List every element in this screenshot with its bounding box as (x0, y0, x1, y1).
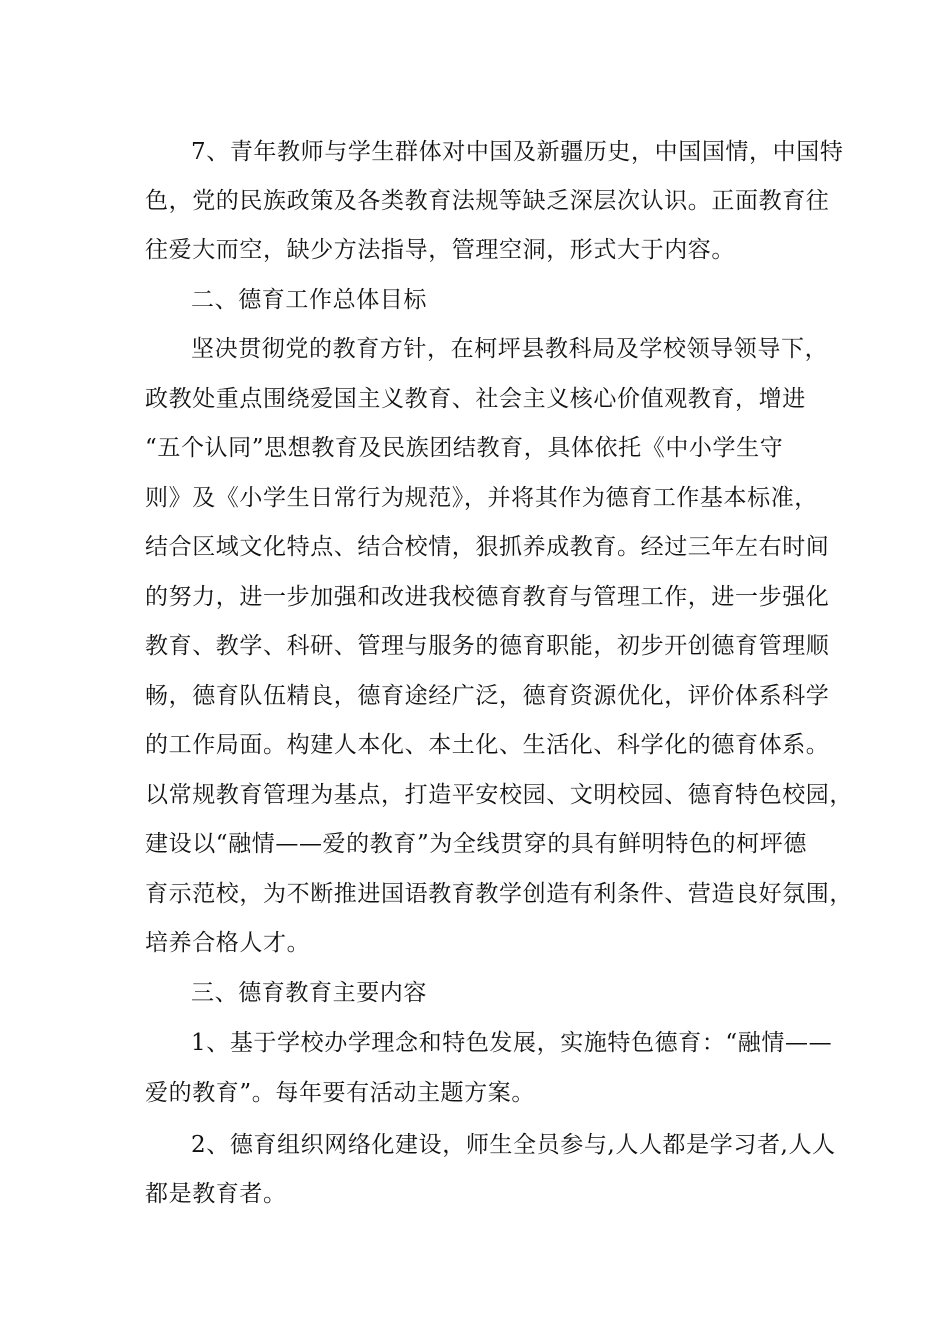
content-item-1-line-1: 1、基于学校办学理念和特色发展，实施特色德育：“融情—— (191, 1030, 833, 1056)
goal-paragraph-line-5: 结合区域文化特点、结合校情，狠抓养成教育。经过三年左右时间 (145, 534, 830, 560)
paragraph-7-line-2: 色，党的民族政策及各类教育法规等缺乏深层次认识。正面教育往 (145, 188, 830, 214)
section-heading-3: 三、德育教育主要内容 (191, 980, 427, 1006)
goal-paragraph-line-9: 的工作局面。构建人本化、本土化、生活化、科学化的德育体系。 (145, 732, 830, 758)
goal-paragraph-line-13: 培养合格人才。 (145, 930, 311, 956)
paragraph-7-line-1: 7、青年教师与学生群体对中国及新疆历史，中国国情，中国特 (191, 139, 844, 165)
goal-paragraph-line-12: 育示范校，为不断推进国语教育教学创造有利条件、营造良好氛围， (145, 881, 853, 907)
goal-paragraph-line-8: 畅，德育队伍精良，德育途经广泛，德育资源优化，评价体系科学 (145, 683, 830, 709)
goal-paragraph-line-10: 以常规教育管理为基点，打造平安校园、文明校园、德育特色校园， (145, 782, 853, 808)
content-item-2-line-2: 都是教育者。 (145, 1181, 287, 1207)
paragraph-7-line-3: 往爱大而空，缺少方法指导，管理空洞，形式大于内容。 (145, 237, 735, 263)
goal-paragraph-line-3: “五个认同”思想教育及民族团结教育，具体依托《中小学生守 (145, 435, 784, 461)
section-heading-2: 二、德育工作总体目标 (191, 287, 427, 313)
goal-paragraph-line-1: 坚决贯彻党的教育方针，在柯坪县教科局及学校领导领导下， (191, 336, 829, 362)
goal-paragraph-line-2: 政教处重点围绕爱国主义教育、社会主义核心价值观教育，增进 (145, 386, 806, 412)
goal-paragraph-line-7: 教育、教学、科研、管理与服务的德育职能，初步开创德育管理顺 (145, 633, 830, 659)
content-item-1-line-2: 爱的教育”。每年要有活动主题方案。 (145, 1080, 535, 1106)
goal-paragraph-line-4: 则》及《小学生日常行为规范》，并将其作为德育工作基本标准， (145, 485, 818, 511)
goal-paragraph-line-11: 建设以“融情——爱的教育”为全线贯穿的具有鲜明特色的柯坪德 (145, 831, 807, 857)
goal-paragraph-line-6: 的努力，进一步加强和改进我校德育教育与管理工作，进一步强化 (145, 584, 830, 610)
content-item-2-line-1: 2、德育组织网络化建设，师生全员参与,人人都是学习者,人人 (191, 1132, 836, 1158)
